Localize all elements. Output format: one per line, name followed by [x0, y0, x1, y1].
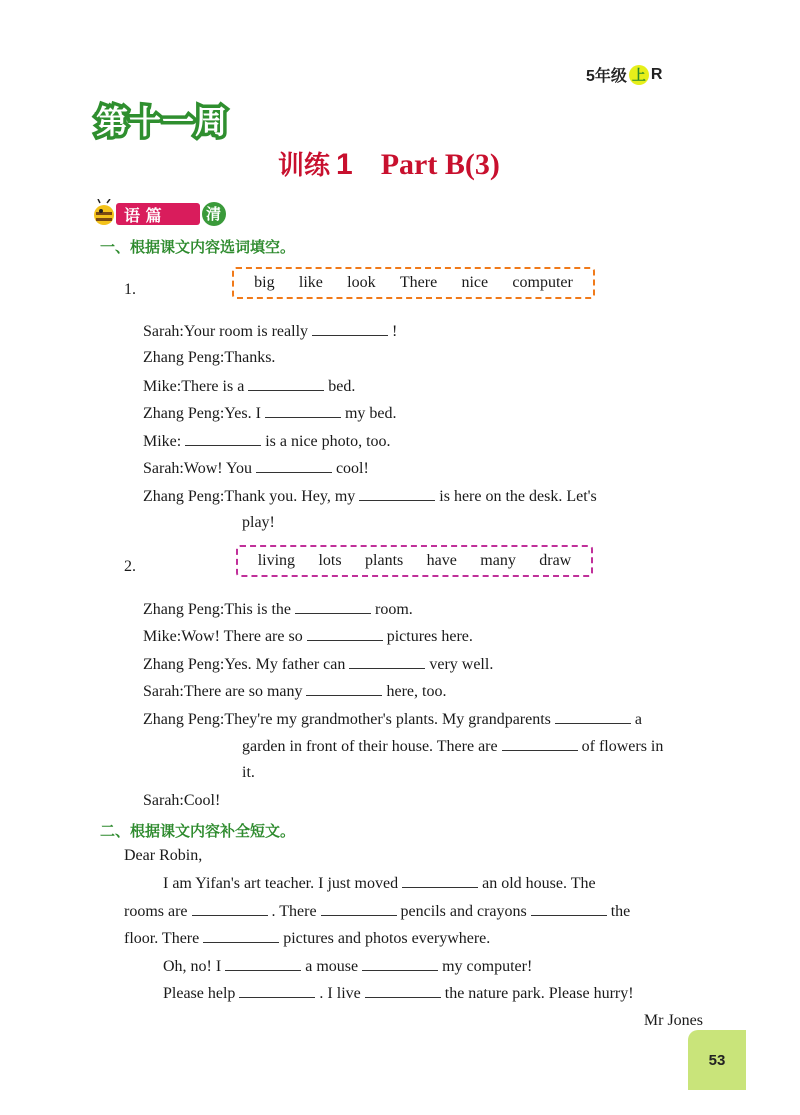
page-number: 53: [688, 1030, 746, 1090]
dialogue-line: Zhang Peng:Yes. My father can very well.: [143, 656, 494, 673]
answer-blank[interactable]: [362, 956, 438, 971]
word-bank-2: [236, 545, 593, 577]
word-option: living: [257, 552, 296, 569]
dialogue-line: Zhang Peng:Thanks.: [143, 349, 276, 366]
dialogue-line: Sarah:Wow! You cool!: [143, 460, 369, 477]
section2-title: 二、根据课文内容补全短文。: [100, 822, 296, 840]
answer-blank[interactable]: [307, 626, 383, 641]
word-option: many: [480, 552, 516, 569]
lesson-part: Part B(3): [380, 148, 500, 181]
answer-blank[interactable]: [321, 901, 397, 916]
answer-blank[interactable]: [192, 901, 268, 916]
q2-number: 2.: [124, 558, 136, 575]
answer-blank[interactable]: [502, 736, 578, 751]
word-option: like: [298, 274, 323, 291]
section-badge: [90, 199, 228, 227]
dialogue-line: Zhang Peng:This is the room.: [143, 601, 413, 618]
badge-mark: 清: [206, 205, 222, 223]
word-option: There: [399, 274, 438, 291]
dialogue-continuation: play!: [242, 514, 275, 531]
answer-blank[interactable]: [295, 599, 371, 614]
dialogue-line: Sarah:Cool!: [143, 792, 221, 809]
word-option: nice: [461, 274, 489, 291]
dialogue-line: Zhang Peng:Thank you. Hey, my is here on the desk. Let's: [143, 488, 597, 505]
dialogue-line: Sarah:Your room is really !: [143, 323, 398, 340]
letter-line: Please help . I live the nature park. Please hurry!: [163, 985, 634, 1002]
answer-blank[interactable]: [312, 321, 388, 336]
answer-blank[interactable]: [306, 681, 382, 696]
q1-number: 1.: [124, 281, 136, 298]
grade-edition: R: [650, 65, 663, 83]
answer-blank[interactable]: [185, 431, 261, 446]
grade-mark: 上: [629, 65, 649, 85]
dialogue-line: Zhang Peng:Yes. I my bed.: [143, 405, 397, 422]
dialogue-line: Mike:Wow! There are so pictures here.: [143, 628, 473, 645]
answer-blank[interactable]: [256, 458, 332, 473]
grade-text: 5年级: [586, 68, 627, 85]
answer-blank[interactable]: [203, 928, 279, 943]
letter-line: floor. There pictures and photos everywhere.: [124, 930, 491, 947]
answer-blank[interactable]: [365, 983, 441, 998]
dialogue-line: Mike: is a nice photo, too.: [143, 433, 391, 450]
word-option: have: [426, 552, 457, 569]
word-option: draw: [539, 552, 572, 569]
word-option: look: [347, 274, 376, 291]
week-title: 第十一周: [96, 103, 229, 141]
dialogue-continuation: it.: [242, 764, 255, 781]
letter-line: Oh, no! I a mouse my computer!: [163, 958, 533, 975]
answer-blank[interactable]: [349, 654, 425, 669]
word-option: big: [254, 274, 275, 291]
badge-label: 语 篇: [124, 206, 162, 225]
letter-signature: Mr Jones: [643, 1012, 703, 1029]
lesson-number: 1: [336, 148, 353, 181]
answer-blank[interactable]: [239, 983, 315, 998]
letter-line: rooms are . There pencils and crayons the: [124, 903, 631, 920]
answer-blank[interactable]: [555, 709, 631, 724]
letter-line: I am Yifan's art teacher. I just moved an old house. The: [163, 875, 596, 892]
answer-blank[interactable]: [225, 956, 301, 971]
word-bank-1: [232, 267, 595, 299]
answer-blank[interactable]: [265, 403, 341, 418]
dialogue-line: Sarah:There are so many here, too.: [143, 683, 447, 700]
dialogue-line: Zhang Peng:They're my grandmother's plants. My grandparents a: [143, 711, 643, 728]
answer-blank[interactable]: [402, 873, 478, 888]
word-option: lots: [318, 552, 342, 569]
word-option: plants: [365, 552, 404, 569]
dialogue-line: Mike:There is a bed.: [143, 378, 356, 395]
grade-label: [586, 63, 662, 86]
letter-greeting: Dear Robin,: [124, 847, 203, 864]
section1-title: 一、根据课文内容选词填空。: [100, 238, 296, 256]
word-option: computer: [512, 274, 573, 291]
answer-blank[interactable]: [531, 901, 607, 916]
dialogue-continuation: garden in front of their house. There are of flowers in: [242, 738, 664, 755]
lesson-label: 训练: [278, 151, 331, 181]
answer-blank[interactable]: [248, 376, 324, 391]
answer-blank[interactable]: [359, 486, 435, 501]
lesson-title: [278, 145, 500, 182]
